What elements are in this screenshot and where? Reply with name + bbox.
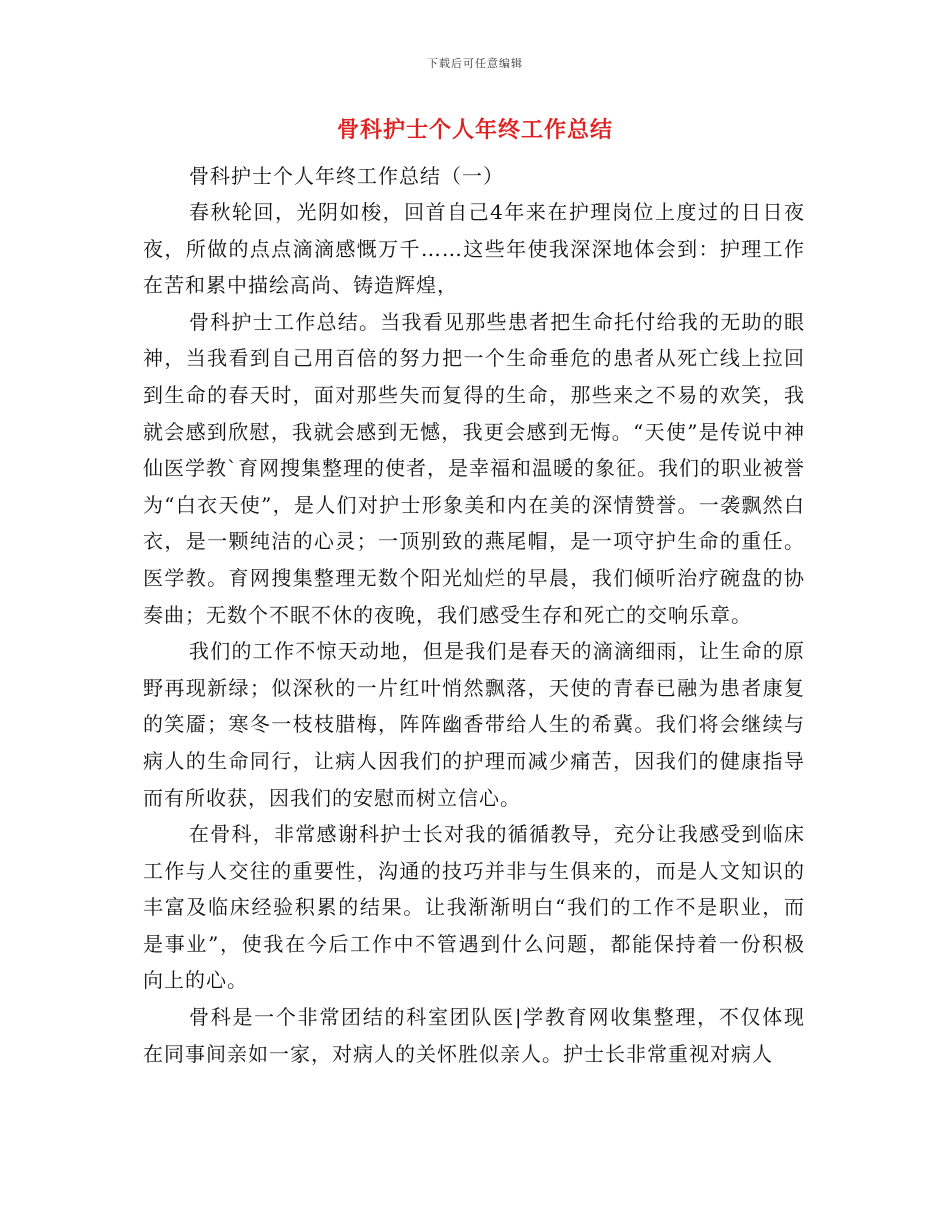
paragraph-4: 在骨科，非常感谢科护士长对我的循循教导，充分让我感受到临床工作与人交往的重要性，沟通的技巧并非与生俱来的，而是人文知识的丰富及临床经验积累的结果。让我渐渐明白“我们的工作不是职业，而是事业”，使我在今后工作中不管遇到什么问题，都能保持着一份积极向上的心。 [143, 822, 805, 993]
paragraph-1: 春秋轮回，光阴如梭，回首自己4年来在护理岗位上度过的日日夜夜，所做的点点滴滴感慨万千……这些年使我深深地体会到：护理工作在苦和累中描绘高尚、铸造辉煌， [143, 200, 805, 298]
section-subtitle: 骨科护士个人年终工作总结（一） [189, 164, 504, 188]
paragraph-2: 骨科护士工作总结。当我看见那些患者把生命托付给我的无助的眼神，当我看到自己用百倍的努力把一个生命垂危的患者从死亡线上拉回到生命的春天时，面对那些失而复得的生命，那些来之不易的欢笑，我就会感到欣慰，我就会感到无憾，我更会感到无悔。“天使”是传说中神仙医学教`育网搜集整理的使者，是幸福和温暖的象征。我们的职业被誉为“白衣天使”，是人们对护士形象美和内在美的深情赞誉。一袭飘然白衣，是一颗纯洁的心灵；一顶别致的燕尾帽，是一项守护生命的重任。医学教。育网搜集整理无数个阳光灿烂的早晨，我们倾听治疗碗盘的协奏曲；无数个不眠不休的夜晚，我们感受生存和死亡的交响乐章。 [143, 309, 805, 627]
document-title: 骨科护士个人年终工作总结 [336, 117, 613, 143]
paragraph-5: 骨科是一个非常团结的科室团队医|学教育网收集整理，不仅体现在同事间亲如一家，对病人的关怀胜似亲人。护士长非常重视对病人 [143, 1005, 805, 1066]
paragraph-3: 我们的工作不惊天动地，但是我们是春天的滴滴细雨，让生命的原野再现新绿；似深秋的一片红叶悄然飘落，天使的青春已融为患者康复的笑靥；寒冬一枝枝腊梅，阵阵幽香带给人生的希冀。我们将会继续与病人的生命同行，让病人因我们的护理而减少痛苦，因我们的健康指导而有所收获，因我们的安慰而树立信心。 [143, 639, 805, 810]
page-header-note: 下载后可任意编辑 [427, 57, 523, 70]
document-body [143, 158, 805, 1072]
